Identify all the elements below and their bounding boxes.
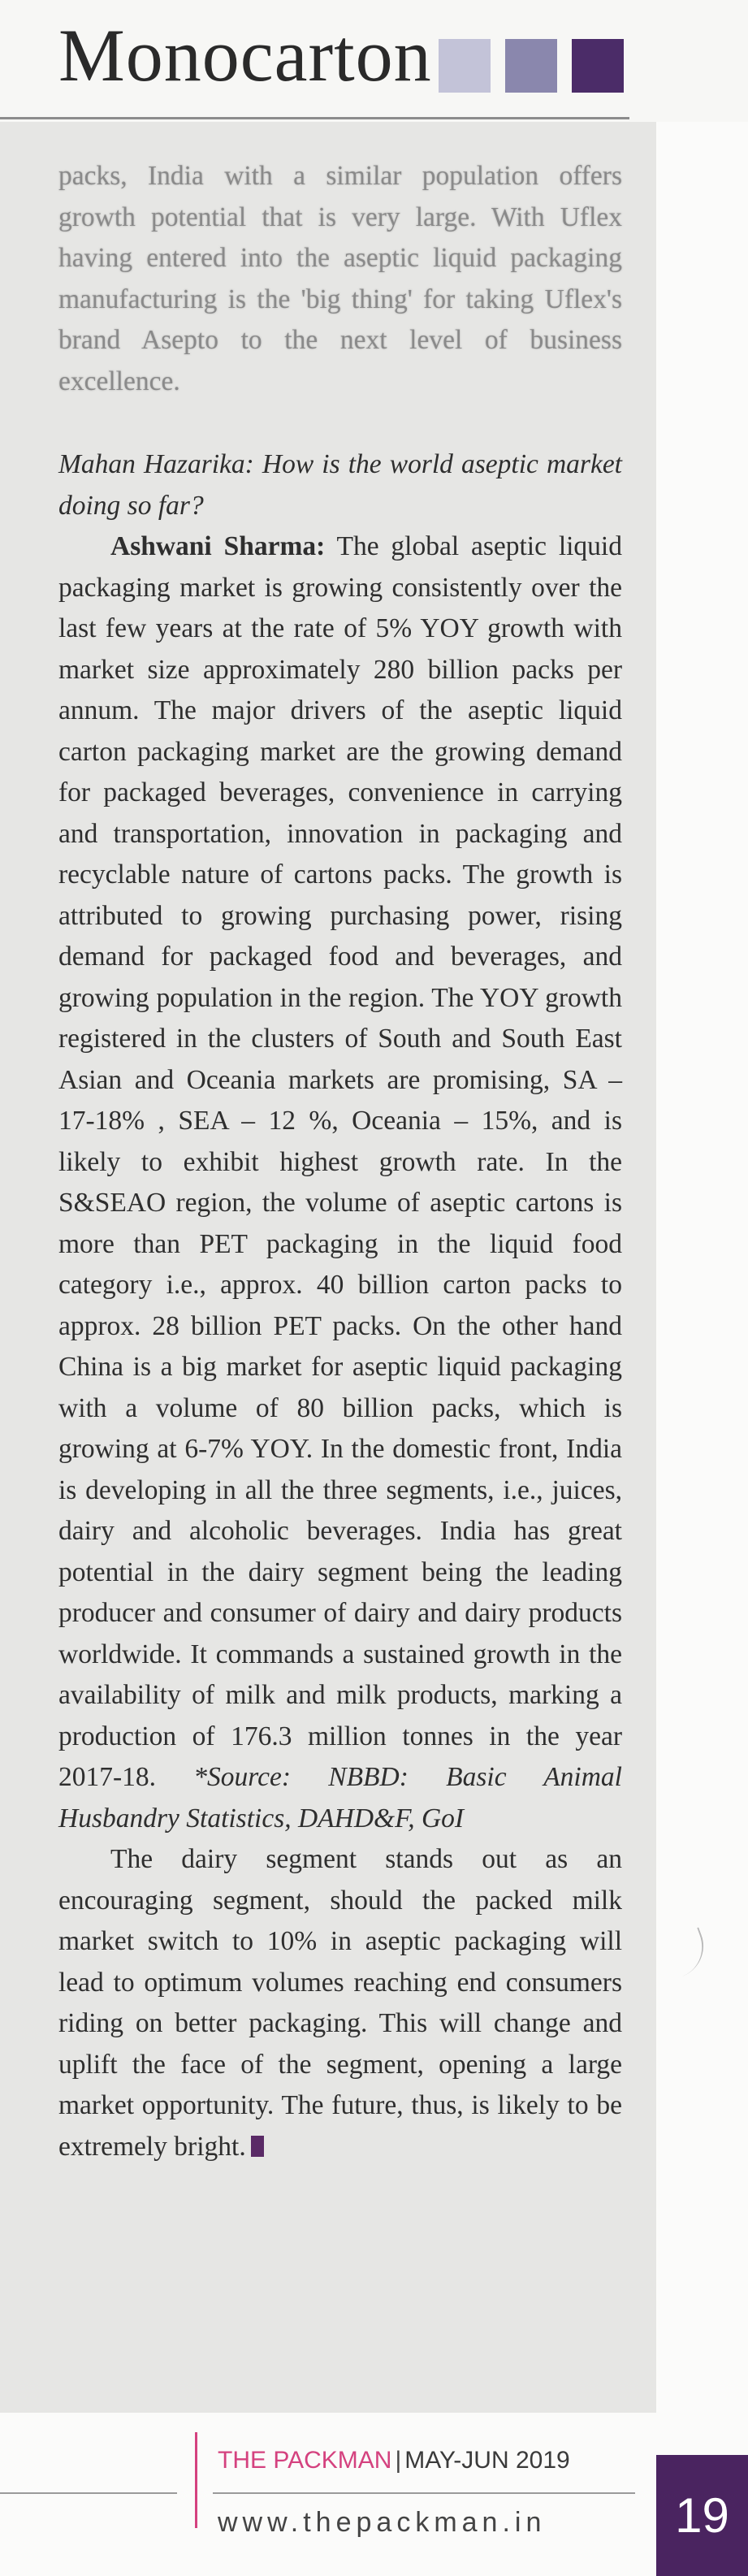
- end-of-article-mark: [251, 2136, 264, 2157]
- section-title: Monocarton: [58, 14, 432, 97]
- footer-divider: [213, 2492, 635, 2494]
- footer-accent-bar: [195, 2432, 197, 2528]
- header-divider: [0, 117, 629, 119]
- page-header: [0, 0, 748, 122]
- closing-paragraph: [58, 1839, 622, 2167]
- issue-date: MAY-JUN 2019: [404, 2447, 570, 2474]
- footer-masthead: [218, 2448, 570, 2473]
- interview-answer: [58, 526, 622, 1839]
- page-footer: [0, 2413, 748, 2576]
- answer-speaker: Ashwani Sharma:: [110, 531, 326, 561]
- footer-divider-left: [0, 2492, 177, 2494]
- masthead-separator: |: [395, 2447, 402, 2474]
- decor-square-dark: [572, 39, 624, 93]
- article-column: [58, 156, 622, 2167]
- decor-square-light: [439, 39, 491, 93]
- decor-square-mid: [505, 39, 557, 93]
- magazine-name: THE PACKMAN: [218, 2447, 392, 2474]
- page-margin-strip: [656, 122, 748, 2413]
- interview-question: Mahan Hazarika: How is the world aseptic market doing so far?: [58, 449, 622, 521]
- source-citation: *Source: NBBD: Basic Animal Husbandry Statistics, DAHD&F, GoI: [58, 1762, 622, 1834]
- page-number: 19: [656, 2455, 748, 2576]
- answer-text: The global aseptic liquid packaging market is growing consistently over the last few years at the rate of 5% YOY growth with market size approximately 280 billion packs per annum. The major drivers of the aseptic liquid carton packaging market are the growing demand for packaged beverages, convenience in carrying and transportation, innovation in packaging and recyclable nature of cartons packs. The growth is attributed to growing purchasing power, rising demand for packaged food and beverages, and growing population in the region. The YOY growth registered in the clusters of South and South East Asian and Oceania markets are promising, SA – 17-18% , SEA – 12 %, Oceania – 15%, and is likely to exhibit highest growth rate. In the S&SEAO region, the volume of aseptic cartons is more than PET packaging in the liquid food category i.e., approx. 40 billion carton packs to approx. 28 billion PET packs. On the other hand China is a big market for aseptic liquid packaging with a volume of 80 billion packs, which is growing at 6-7% YOY. In the domestic front, India is developing in all the three segments, i.e., juices, dairy and alcoholic beverages. India has great potential in the dairy segment being the leading producer and consumer of dairy and dairy products worldwide. It commands a sustained growth in the availability of milk and milk products, marking a production of 176.3 million tonnes in the year 2017-18.: [58, 531, 622, 1792]
- closing-text: The dairy segment stands out as an encouraging segment, should the packed milk market switch to 10% in aseptic packaging will lead to optimum volumes reaching end consumers riding on better packaging. This will change and uplift the face of the segment, opening a large market opportunity. The future, thus, is likely to be extremely bright.: [58, 1844, 622, 2162]
- article-intro: packs, India with a similar population offers growth potential that is very large. With Uflex having entered into the aseptic liquid packaging manufacturing is the 'big thing' for taking Uflex's brand Asepto to the next level of business excellence.: [58, 161, 622, 396]
- website-url[interactable]: www.thepackman.in: [218, 2507, 547, 2538]
